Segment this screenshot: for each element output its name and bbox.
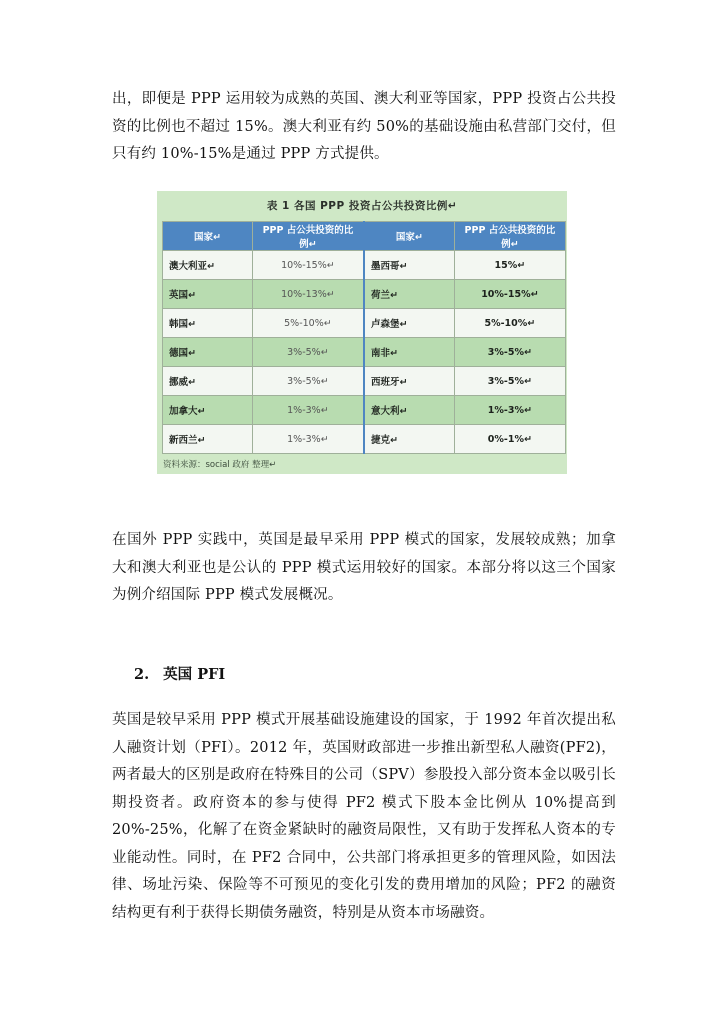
header-ratio-2: PPP 占公共投资的比例↵ <box>454 222 565 251</box>
table-cell: 15%↵ <box>454 251 565 280</box>
table-title: 表 1 各国 PPP 投资占公共投资比例↵ <box>266 200 458 212</box>
table-cell: 新西兰↵ <box>163 425 253 454</box>
table-row <box>163 309 566 338</box>
table-cell: 澳大利亚↵ <box>163 251 253 280</box>
table-source-note: 资料来源：social 政府 整理↵ <box>163 460 277 470</box>
table-cell: 荷兰↵ <box>364 280 454 309</box>
table-cell: 3%-5%↵ <box>252 338 364 367</box>
table-cell: 1%-3%↵ <box>454 396 565 425</box>
table-row <box>163 251 566 280</box>
table-cell: 3%-5%↵ <box>454 367 565 396</box>
table-cell: 3%-5%↵ <box>252 367 364 396</box>
table-cell: 1%-3%↵ <box>252 396 364 425</box>
uk-pfi-paragraph: 英国是较早采用 PPP 模式开展基础设施建设的国家，于 1992 年首次提出私人融资计划（PFI）。2012 年，英国财政部进一步推出新型私人融资(PF2)，两者最大的区别是政府在特殊目的公司（SPV）参股投入部分资本金以吸引长期投资者。政府资本的参与使得 PF2 模式下股本金比例从 10%提高到 20%-25%，化解了在资金紧缺时的融资局限性，又有助于发挥私人资本的专业能动性。同时，在 PF2 合同中，公共部门将承担更多的管理风险，如因法律、场址污染、保险等不可预见的变化引发的费用增加的风险；PF2 的融资结构更有利于获得长期债务融资，特别是从资本市场融资。 <box>112 712 621 921</box>
table-cell: 墨西哥↵ <box>364 251 454 280</box>
table-cell: 西班牙↵ <box>364 367 454 396</box>
international-practice-paragraph: 在国外 PPP 实践中，英国是最早采用 PPP 模式的国家，发展较成熟；加拿大和澳大利亚也是公认的 PPP 模式运用较好的国家。本部分将以这三个国家为例介绍国际 PPP 模式发展概况。 <box>112 532 616 603</box>
table-cell: 南非↵ <box>364 338 454 367</box>
table-row <box>163 425 566 454</box>
table-cell: 加拿大↵ <box>163 396 253 425</box>
table-row <box>163 367 566 396</box>
table-cell: 0%-1%↵ <box>454 425 565 454</box>
table-cell: 10%-15%↵ <box>454 280 565 309</box>
section-number: 2. <box>134 666 150 683</box>
header-ratio-1: PPP 占公共投资的比例↵ <box>252 222 364 251</box>
ppp-ratio-table <box>162 221 566 454</box>
table-row <box>163 280 566 309</box>
table-cell: 3%-5%↵ <box>454 338 565 367</box>
table-cell: 10%-13%↵ <box>252 280 364 309</box>
table-cell: 德国↵ <box>163 338 253 367</box>
header-country-1: 国家↵ <box>163 222 253 251</box>
table-cell: 挪威↵ <box>163 367 253 396</box>
header-country-2: 国家↵ <box>364 222 454 251</box>
table-cell: 英国↵ <box>163 280 253 309</box>
table-cell: 1%-3%↵ <box>252 425 364 454</box>
table-cell: 捷克↵ <box>364 425 454 454</box>
table-row <box>163 338 566 367</box>
table-cell: 韩国↵ <box>163 309 253 338</box>
section-title: 英国 PFI <box>163 666 226 683</box>
table-header-row <box>163 222 566 251</box>
table-cell: 5%-10%↵ <box>252 309 364 338</box>
intro-paragraph: 出，即便是 PPP 运用较为成熟的英国、澳大利亚等国家，PPP 投资占公共投资的比例也不超过 15%。澳大利亚有约 50%的基础设施由私营部门交付，但只有约 10%-15%是通过 PPP 方式提供。 <box>112 91 616 162</box>
table-cell: 10%-15%↵ <box>252 251 364 280</box>
section-heading <box>112 663 225 687</box>
table-cell: 5%-10%↵ <box>454 309 565 338</box>
ppp-ratio-table-image <box>157 191 567 474</box>
table-row <box>163 396 566 425</box>
table-cell: 意大利↵ <box>364 396 454 425</box>
table-cell: 卢森堡↵ <box>364 309 454 338</box>
